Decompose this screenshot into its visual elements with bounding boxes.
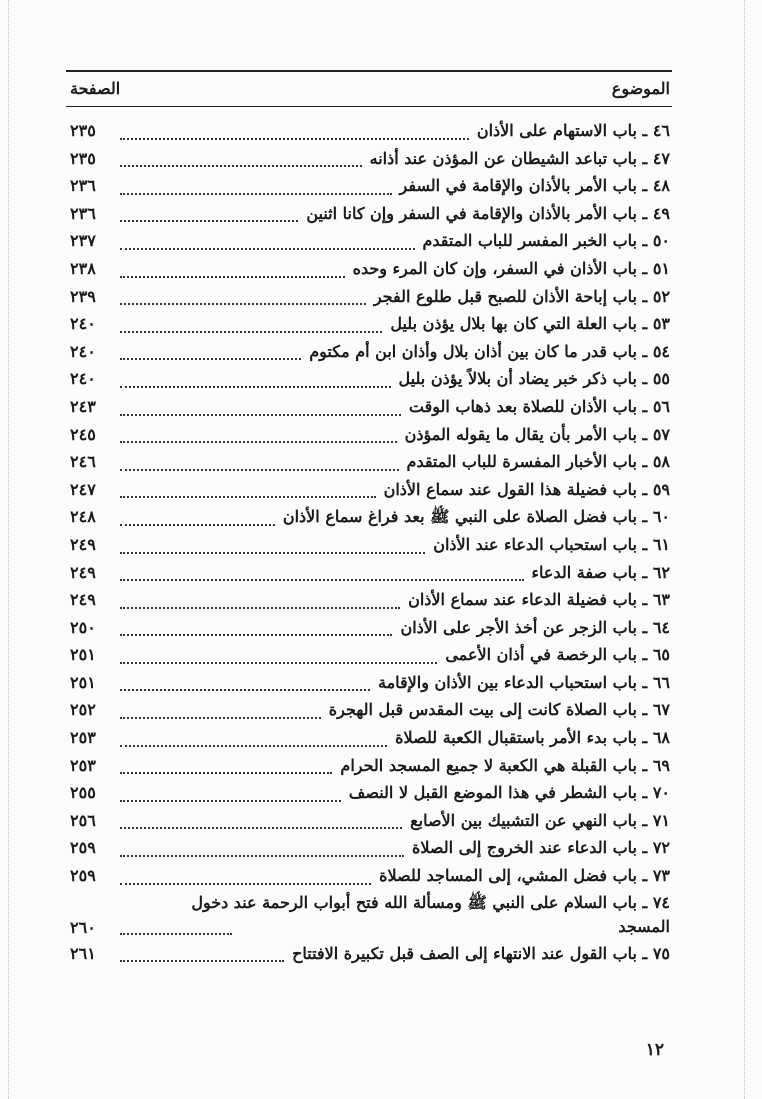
toc-entry [70, 366, 670, 394]
dot-leader [120, 634, 392, 636]
dot-leader [120, 441, 397, 443]
dot-leader [120, 855, 404, 857]
toc-entry-title: ٧٠ ـ باب الشطر في هذا الموضع القبل لا النصف [348, 783, 670, 803]
dot-leader [120, 358, 301, 360]
toc-entry [70, 891, 670, 941]
toc-entry [70, 835, 670, 863]
dot-leader [120, 524, 275, 526]
toc-entry-title: ٧١ ـ باب النهي عن التشبيك بين الأصابع [410, 810, 670, 830]
dot-leader [120, 960, 284, 962]
toc-entry-page: ٢٣٥ [70, 121, 96, 140]
dot-leader [120, 276, 345, 278]
toc-entry-page: ٢٣٩ [70, 286, 96, 306]
toc-entry [70, 642, 670, 670]
dot-leader [120, 827, 402, 829]
toc-entry [70, 394, 670, 422]
toc-entry [70, 780, 670, 808]
dot-leader [120, 607, 400, 609]
toc-entry-title: ٤٨ ـ باب الأمر بالأذان والإقامة في السفر [399, 176, 670, 196]
page-column-label: الصفحة [70, 79, 121, 98]
dot-leader [120, 303, 366, 305]
dot-leader [120, 579, 524, 581]
toc-entry-title: ٥٦ ـ باب الأذان للصلاة بعد ذهاب الوقت [408, 396, 670, 416]
dot-leader [120, 386, 391, 388]
toc-entry-page: ٢٤٩ [70, 534, 96, 554]
toc-entry-page: ٢٤٦ [70, 452, 96, 472]
toc-entry-page: ٢٣٦ [70, 203, 96, 223]
dot-leader [120, 138, 469, 140]
toc-entry [70, 941, 670, 969]
dot-leader [120, 496, 376, 498]
toc-entry-page: ٢٣٦ [70, 176, 96, 196]
toc-entry-page: ٢٥٩ [70, 866, 96, 886]
toc-entry-page: ٢٤٣ [70, 396, 96, 416]
toc-entry-title: ٥٧ ـ باب الأمر بأن يقال ما يقوله المؤذن [404, 424, 670, 444]
toc-entry-page: ٢٥٩ [70, 838, 96, 858]
dot-leader [120, 414, 401, 416]
dot-leader [120, 883, 371, 885]
toc-entry [70, 587, 670, 615]
toc-entry-title: ٥٠ ـ باب الخبر المفسر للباب المتقدم [422, 231, 670, 251]
toc-entry [70, 808, 670, 836]
toc-entry-title: ٥٨ ـ باب الأخبار المفسرة للباب المتقدم [406, 452, 670, 472]
toc-entry-title: ٦٩ ـ باب القبلة هي الكعبة لا جميع المسجد الحرام [340, 755, 670, 775]
toc-entry-title: ٤٧ ـ باب تباعد الشيطان عن المؤذن عند أذانه [369, 148, 670, 168]
dot-leader [120, 331, 382, 333]
margin-guide-left [8, 0, 9, 1099]
dot-leader [120, 248, 415, 250]
toc-entry-title: ٥٥ ـ باب ذكر خبر يضاد أن بلالاً يؤذن بليل [398, 369, 670, 389]
toc-entry [70, 697, 670, 725]
toc-entry-title: ٦١ ـ باب استحباب الدعاء عند الأذان [433, 534, 670, 554]
toc-entry [70, 339, 670, 367]
toc-entry-title: ٥٩ ـ باب فضيلة هذا القول عند سماع الأذان [383, 479, 670, 499]
toc-entry [70, 615, 670, 643]
dot-leader [120, 717, 321, 719]
toc-entry-page: ٢٥٢ [70, 700, 96, 720]
toc-entry-page: ٢٤٧ [70, 479, 96, 499]
toc-entry [70, 477, 670, 505]
dot-leader [120, 469, 399, 471]
toc-entry [70, 256, 670, 284]
toc-entry [70, 560, 670, 588]
toc-entry-title: ٦٥ ـ باب الرخصة في أذان الأعمى [445, 645, 670, 665]
header-rule [66, 106, 672, 107]
toc-entry-page: ٢٥٣ [70, 728, 96, 748]
toc-entry [70, 670, 670, 698]
table-of-contents [70, 118, 670, 968]
toc-entry [70, 863, 670, 891]
toc-entry [70, 753, 670, 781]
toc-header [70, 74, 670, 104]
toc-entry-title: ٧٢ ـ باب الدعاء عند الخروج إلى الصلاة [411, 838, 670, 858]
toc-entry [70, 118, 670, 146]
dot-leader [120, 662, 437, 664]
toc-entry-title: ٥١ ـ باب الأذان في السفر، وإن كان المرء وحده [352, 258, 670, 278]
dot-leader [120, 193, 392, 195]
toc-entry [70, 228, 670, 256]
toc-entry-page: ٢٤٨ [70, 507, 96, 527]
toc-entry-page: ٢٤٠ [70, 369, 96, 389]
toc-entry-page: ٢٣٧ [70, 231, 96, 251]
toc-entry-page: ٢٤٥ [70, 424, 96, 444]
toc-entry-title: ٦٧ ـ باب الصلاة كانت إلى بيت المقدس قبل الهجرة [328, 700, 670, 720]
toc-entry-page: ٢٤٩ [70, 590, 96, 610]
toc-entry-title: ٦٣ ـ باب فضيلة الدعاء عند سماع الأذان [408, 590, 670, 610]
toc-entry [70, 449, 670, 477]
toc-entry-page: ٢٦٠ [70, 917, 96, 937]
toc-entry [70, 725, 670, 753]
toc-entry-title: ٤٩ ـ باب الأمر بالأذان والإقامة في السفر وإن كانا اثنين [306, 203, 670, 223]
toc-entry-title: ٥٤ ـ باب قدر ما كان بين أذان بلال وأذان ابن أم مكتوم [309, 341, 670, 361]
toc-entry [70, 173, 670, 201]
toc-entry [70, 146, 670, 174]
dot-leader [120, 933, 232, 935]
toc-entry-page: ٢٤٠ [70, 341, 96, 361]
toc-entry-title: ٦٢ ـ باب صفة الدعاء [531, 562, 670, 582]
dot-leader [120, 552, 425, 554]
toc-entry [70, 532, 670, 560]
toc-entry [70, 504, 670, 532]
toc-entry-title: ٦٠ ـ باب فضل الصلاة على النبي ﷺ بعد فراغ سماع الأذان [282, 507, 670, 527]
margin-guide-right [744, 0, 745, 1099]
top-rule [66, 70, 672, 72]
dot-leader [120, 220, 298, 222]
toc-entry-title: ٦٦ ـ باب استحباب الدعاء بين الأذان والإقامة [377, 672, 670, 692]
toc-entry [70, 201, 670, 229]
toc-entry-page: ٢٥٠ [70, 617, 96, 637]
toc-entry-page: ٢٤٠ [70, 314, 96, 334]
toc-entry-page: ٢٥١ [70, 672, 96, 692]
toc-entry-page: ٢٥١ [70, 645, 96, 665]
toc-entry-page: ٢٥٥ [70, 783, 96, 803]
toc-entry-page: ٢٣٥ [70, 148, 96, 168]
toc-entry-title: ٤٦ ـ باب الاستهام على الأذان [476, 121, 670, 140]
toc-entry [70, 311, 670, 339]
toc-entry [70, 284, 670, 312]
toc-entry-title: ٧٣ ـ باب فضل المشي، إلى المساجد للصلاة [379, 866, 670, 886]
toc-entry-title: ٧٤ ـ باب السلام على النبي ﷺ ومسألة الله فتح أبواب الرحمة عند دخول المسجد [191, 892, 670, 936]
toc-entry-page: ٢٥٣ [70, 755, 96, 775]
dot-leader [120, 745, 387, 747]
topic-column-label: الموضوع [611, 79, 670, 98]
toc-entry [70, 422, 670, 450]
toc-entry-title: ٥٢ ـ باب إباحة الأذان للصبح قبل طلوع الفجر [373, 286, 670, 306]
dot-leader [120, 689, 370, 691]
dot-leader [120, 772, 332, 774]
dot-leader [120, 800, 341, 802]
toc-entry-title: ٦٤ ـ باب الزجر عن أخذ الأجر على الأذان [400, 617, 670, 637]
toc-entry-page: ٢٥٦ [70, 810, 96, 830]
toc-entry-title: ٦٨ ـ باب بدء الأمر باستقبال الكعبة للصلاة [395, 728, 670, 748]
toc-entry-title: ٧٥ ـ باب القول عند الانتهاء إلى الصف قبل تكبيرة الافتتاح [292, 943, 670, 963]
toc-entry-title: ٥٣ ـ باب العلة التي كان بها بلال يؤذن بليل [390, 314, 670, 334]
toc-entry-page: ٢٦١ [70, 943, 96, 963]
page-number: ١٢ [645, 1040, 664, 1060]
toc-entry-page: ٢٤٩ [70, 562, 96, 582]
toc-entry-page: ٢٣٨ [70, 258, 96, 278]
dot-leader [120, 165, 362, 167]
